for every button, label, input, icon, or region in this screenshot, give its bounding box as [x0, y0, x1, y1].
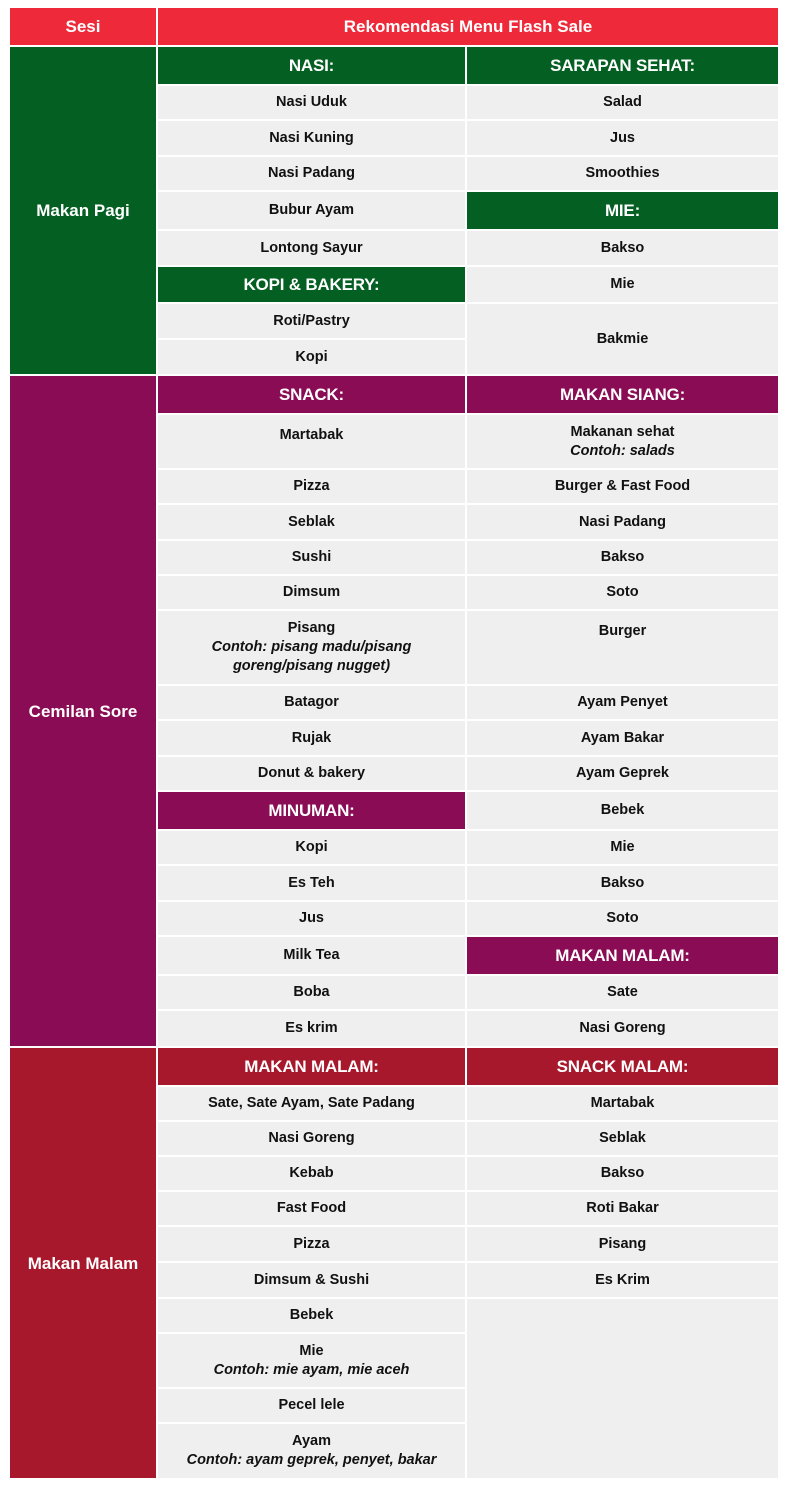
menu-item-label: Donut & bakery — [257, 765, 366, 781]
menu-item-label: Makanan sehat — [570, 423, 675, 440]
category-label: MAKAN SIANG: — [559, 385, 686, 404]
menu-item-donut-bakery — [158, 757, 465, 790]
menu-item-label: Es krim — [285, 1020, 338, 1036]
menu-item-nasi-padang — [158, 157, 465, 190]
category-header-nasi — [158, 47, 465, 84]
menu-item-bebek — [467, 792, 778, 829]
menu-item-salad — [467, 86, 778, 119]
menu-item-label: Mie — [610, 276, 635, 292]
menu-item-label: Seblak — [599, 1130, 646, 1146]
menu-item-label: Salad — [603, 94, 642, 110]
category-label: KOPI & BAKERY: — [243, 275, 380, 294]
menu-item-label: Seblak — [288, 513, 335, 530]
menu-item-mie — [467, 831, 778, 864]
menu-item-nasi-uduk — [158, 86, 465, 119]
session-cell-cemilan-sore — [10, 376, 156, 1046]
menu-item-label: Soto — [606, 910, 639, 926]
menu-item-label: Sate — [607, 984, 638, 1000]
menu-item-example-note: Contoh: pisang madu/pisang goreng/pisang nugget) — [211, 639, 412, 674]
menu-item-label: Milk Tea — [283, 947, 340, 963]
menu-item-dimsum — [158, 576, 465, 609]
category-header-snack-malam — [467, 1048, 778, 1085]
menu-item-label: Nasi Uduk — [276, 94, 347, 110]
menu-item-label: Pisang — [287, 620, 336, 636]
session-cell-makan-pagi — [10, 47, 156, 374]
menu-item-boba — [158, 976, 465, 1009]
menu-item-label: Bakso — [600, 874, 645, 891]
header-cell-session — [10, 8, 156, 45]
menu-item-pisang — [158, 611, 465, 684]
menu-item-label: Lontong Sayur — [260, 239, 363, 256]
menu-item-bakso — [467, 541, 778, 574]
menu-item-pizza — [158, 470, 465, 503]
session-label: Makan Pagi — [36, 201, 130, 220]
menu-item-label: Pizza — [293, 1235, 330, 1252]
menu-item-burger-fast-food — [467, 470, 778, 503]
menu-item-label: Smoothies — [585, 165, 660, 181]
menu-item-label: Es Krim — [595, 1271, 650, 1288]
menu-item-label: Kebab — [289, 1165, 334, 1181]
session-cell-makan-malam — [10, 1048, 156, 1478]
menu-item-label: Dimsum & Sushi — [253, 1271, 370, 1288]
menu-item-kopi — [158, 831, 465, 864]
menu-item-label: Batagor — [284, 694, 339, 710]
category-header-makan-siang — [467, 376, 778, 413]
menu-item-label: Bakso — [600, 239, 645, 256]
menu-item-bebek — [158, 1299, 465, 1332]
menu-item-label: Kopi — [295, 839, 328, 855]
menu-item-roti-pastry — [158, 304, 465, 338]
session-label: Cemilan Sore — [28, 701, 138, 721]
menu-item-label: Burger & Fast Food — [554, 478, 691, 494]
menu-item-pizza — [158, 1227, 465, 1261]
menu-item-ayam-bakar — [467, 721, 778, 755]
menu-item-example-note: Contoh: mie ayam, mie aceh — [213, 1361, 410, 1378]
menu-item-nasi-goreng — [158, 1122, 465, 1155]
category-label: MAKAN MALAM: — [555, 946, 690, 965]
header-label-session: Sesi — [65, 17, 101, 36]
category-header-minuman — [158, 792, 465, 829]
menu-item-label: Burger — [598, 623, 647, 639]
menu-item-jus — [467, 121, 778, 155]
menu-item-label: Mie — [610, 839, 635, 855]
menu-item-label: Jus — [299, 910, 324, 926]
category-label: SARAPAN SEHAT: — [550, 56, 695, 75]
menu-item-bakso — [467, 1157, 778, 1190]
menu-item-label: Roti/Pastry — [273, 312, 350, 329]
menu-item-martabak — [158, 415, 465, 468]
menu-item-smoothies — [467, 157, 778, 190]
menu-item-label: Martabak — [590, 1095, 655, 1111]
menu-item-nasi-padang — [467, 505, 778, 539]
menu-item-seblak — [467, 1122, 778, 1155]
header-label-recommendation: Rekomendasi Menu Flash Sale — [343, 17, 593, 36]
header-cell-recommendation — [158, 8, 778, 45]
menu-item-bubur-ayam — [158, 192, 465, 229]
menu-item-bakso — [467, 866, 778, 900]
menu-item-label: Pecel lele — [278, 1397, 345, 1413]
menu-item-mie — [467, 267, 778, 302]
menu-item-label: Soto — [606, 584, 639, 600]
category-header-sarapan-sehat — [467, 47, 778, 84]
menu-item-example-note: Contoh: salads — [570, 442, 675, 459]
category-label: MINUMAN: — [268, 801, 355, 820]
menu-item-label: Mie — [299, 1342, 324, 1359]
menu-item-es-teh — [158, 866, 465, 900]
category-header-makan-malam — [158, 1048, 465, 1085]
menu-item-pisang — [467, 1227, 778, 1261]
menu-item-label: Es Teh — [288, 874, 335, 891]
menu-item-label: Dimsum — [282, 584, 341, 600]
category-label: MAKAN MALAM: — [244, 1057, 379, 1076]
menu-item-example-note: Contoh: ayam geprek, penyet, bakar — [186, 1452, 437, 1468]
category-label: MIE: — [604, 201, 641, 220]
menu-item-seblak — [158, 505, 465, 539]
menu-item-fast-food — [158, 1192, 465, 1225]
category-label: SNACK: — [279, 385, 344, 404]
menu-item-label: Bakso — [600, 549, 645, 565]
menu-item-label: Nasi Padang — [578, 513, 667, 530]
menu-item-label: Nasi Goreng — [268, 1130, 355, 1146]
menu-item-jus — [158, 902, 465, 935]
menu-item-empty — [467, 1299, 778, 1478]
menu-item-label: Kopi — [295, 348, 328, 365]
category-header-mie — [467, 192, 778, 229]
menu-item-roti-bakar — [467, 1192, 778, 1225]
category-label: SNACK MALAM: — [556, 1057, 689, 1076]
category-header-makan-malam — [467, 937, 778, 974]
menu-item-ayam — [158, 1424, 465, 1478]
menu-item-burger — [467, 611, 778, 684]
menu-item-label: Ayam Geprek — [576, 765, 669, 781]
menu-item-mie — [158, 1334, 465, 1387]
menu-item-label: Rujak — [291, 729, 332, 746]
category-header-kopi-bakery — [158, 267, 465, 302]
menu-item-label: Roti Bakar — [586, 1200, 659, 1216]
menu-item-pecel-lele — [158, 1389, 465, 1422]
menu-item-label: Nasi Padang — [267, 165, 356, 181]
menu-item-bakso — [467, 231, 778, 265]
menu-item-rujak — [158, 721, 465, 755]
category-label: NASI: — [288, 56, 335, 75]
menu-item-soto — [467, 902, 778, 935]
menu-item-label: Boba — [293, 984, 330, 1000]
menu-item-label: Martabak — [279, 427, 344, 443]
menu-item-nasi-goreng — [467, 1011, 778, 1046]
menu-item-label: Pizza — [293, 478, 330, 494]
menu-item-martabak — [467, 1087, 778, 1120]
session-label: Makan Malam — [27, 1253, 139, 1273]
menu-item-label: Nasi Goreng — [579, 1020, 666, 1036]
menu-item-label: Sate, Sate Ayam, Sate Padang — [208, 1095, 415, 1111]
menu-item-bakmie — [467, 304, 778, 374]
menu-item-label: Sushi — [291, 549, 332, 565]
menu-item-ayam-geprek — [467, 757, 778, 790]
menu-item-label: Ayam Penyet — [577, 694, 668, 710]
menu-item-label: Ayam Bakar — [580, 729, 665, 746]
menu-item-es-krim — [467, 1263, 778, 1297]
menu-item-label: Jus — [610, 129, 635, 146]
menu-item-milk-tea — [158, 937, 465, 974]
menu-item-label: Pisang — [598, 1235, 647, 1252]
menu-item-label: Bakso — [600, 1165, 645, 1181]
menu-item-soto — [467, 576, 778, 609]
menu-item-label: Bebek — [600, 802, 645, 818]
menu-item-kebab — [158, 1157, 465, 1190]
menu-item-label: Bubur Ayam — [268, 202, 355, 218]
menu-item-dimsum-sushi — [158, 1263, 465, 1297]
menu-item-label: Fast Food — [276, 1200, 347, 1216]
menu-item-label: Nasi Kuning — [269, 129, 354, 146]
menu-item-lontong-sayur — [158, 231, 465, 265]
menu-item-label: Bebek — [289, 1307, 334, 1323]
menu-item-ayam-penyet — [467, 686, 778, 719]
menu-item-nasi-kuning — [158, 121, 465, 155]
menu-item-makanan-sehat — [467, 415, 778, 468]
menu-item-kopi — [158, 340, 465, 374]
menu-item-batagor — [158, 686, 465, 719]
menu-item-sushi — [158, 541, 465, 574]
menu-item-sate-sate-ayam-sate-padang — [158, 1087, 465, 1120]
menu-item-sate — [467, 976, 778, 1009]
category-header-snack — [158, 376, 465, 413]
menu-item-es-krim — [158, 1011, 465, 1046]
menu-item-label: Ayam — [292, 1433, 331, 1449]
menu-item-label: Bakmie — [596, 330, 649, 347]
